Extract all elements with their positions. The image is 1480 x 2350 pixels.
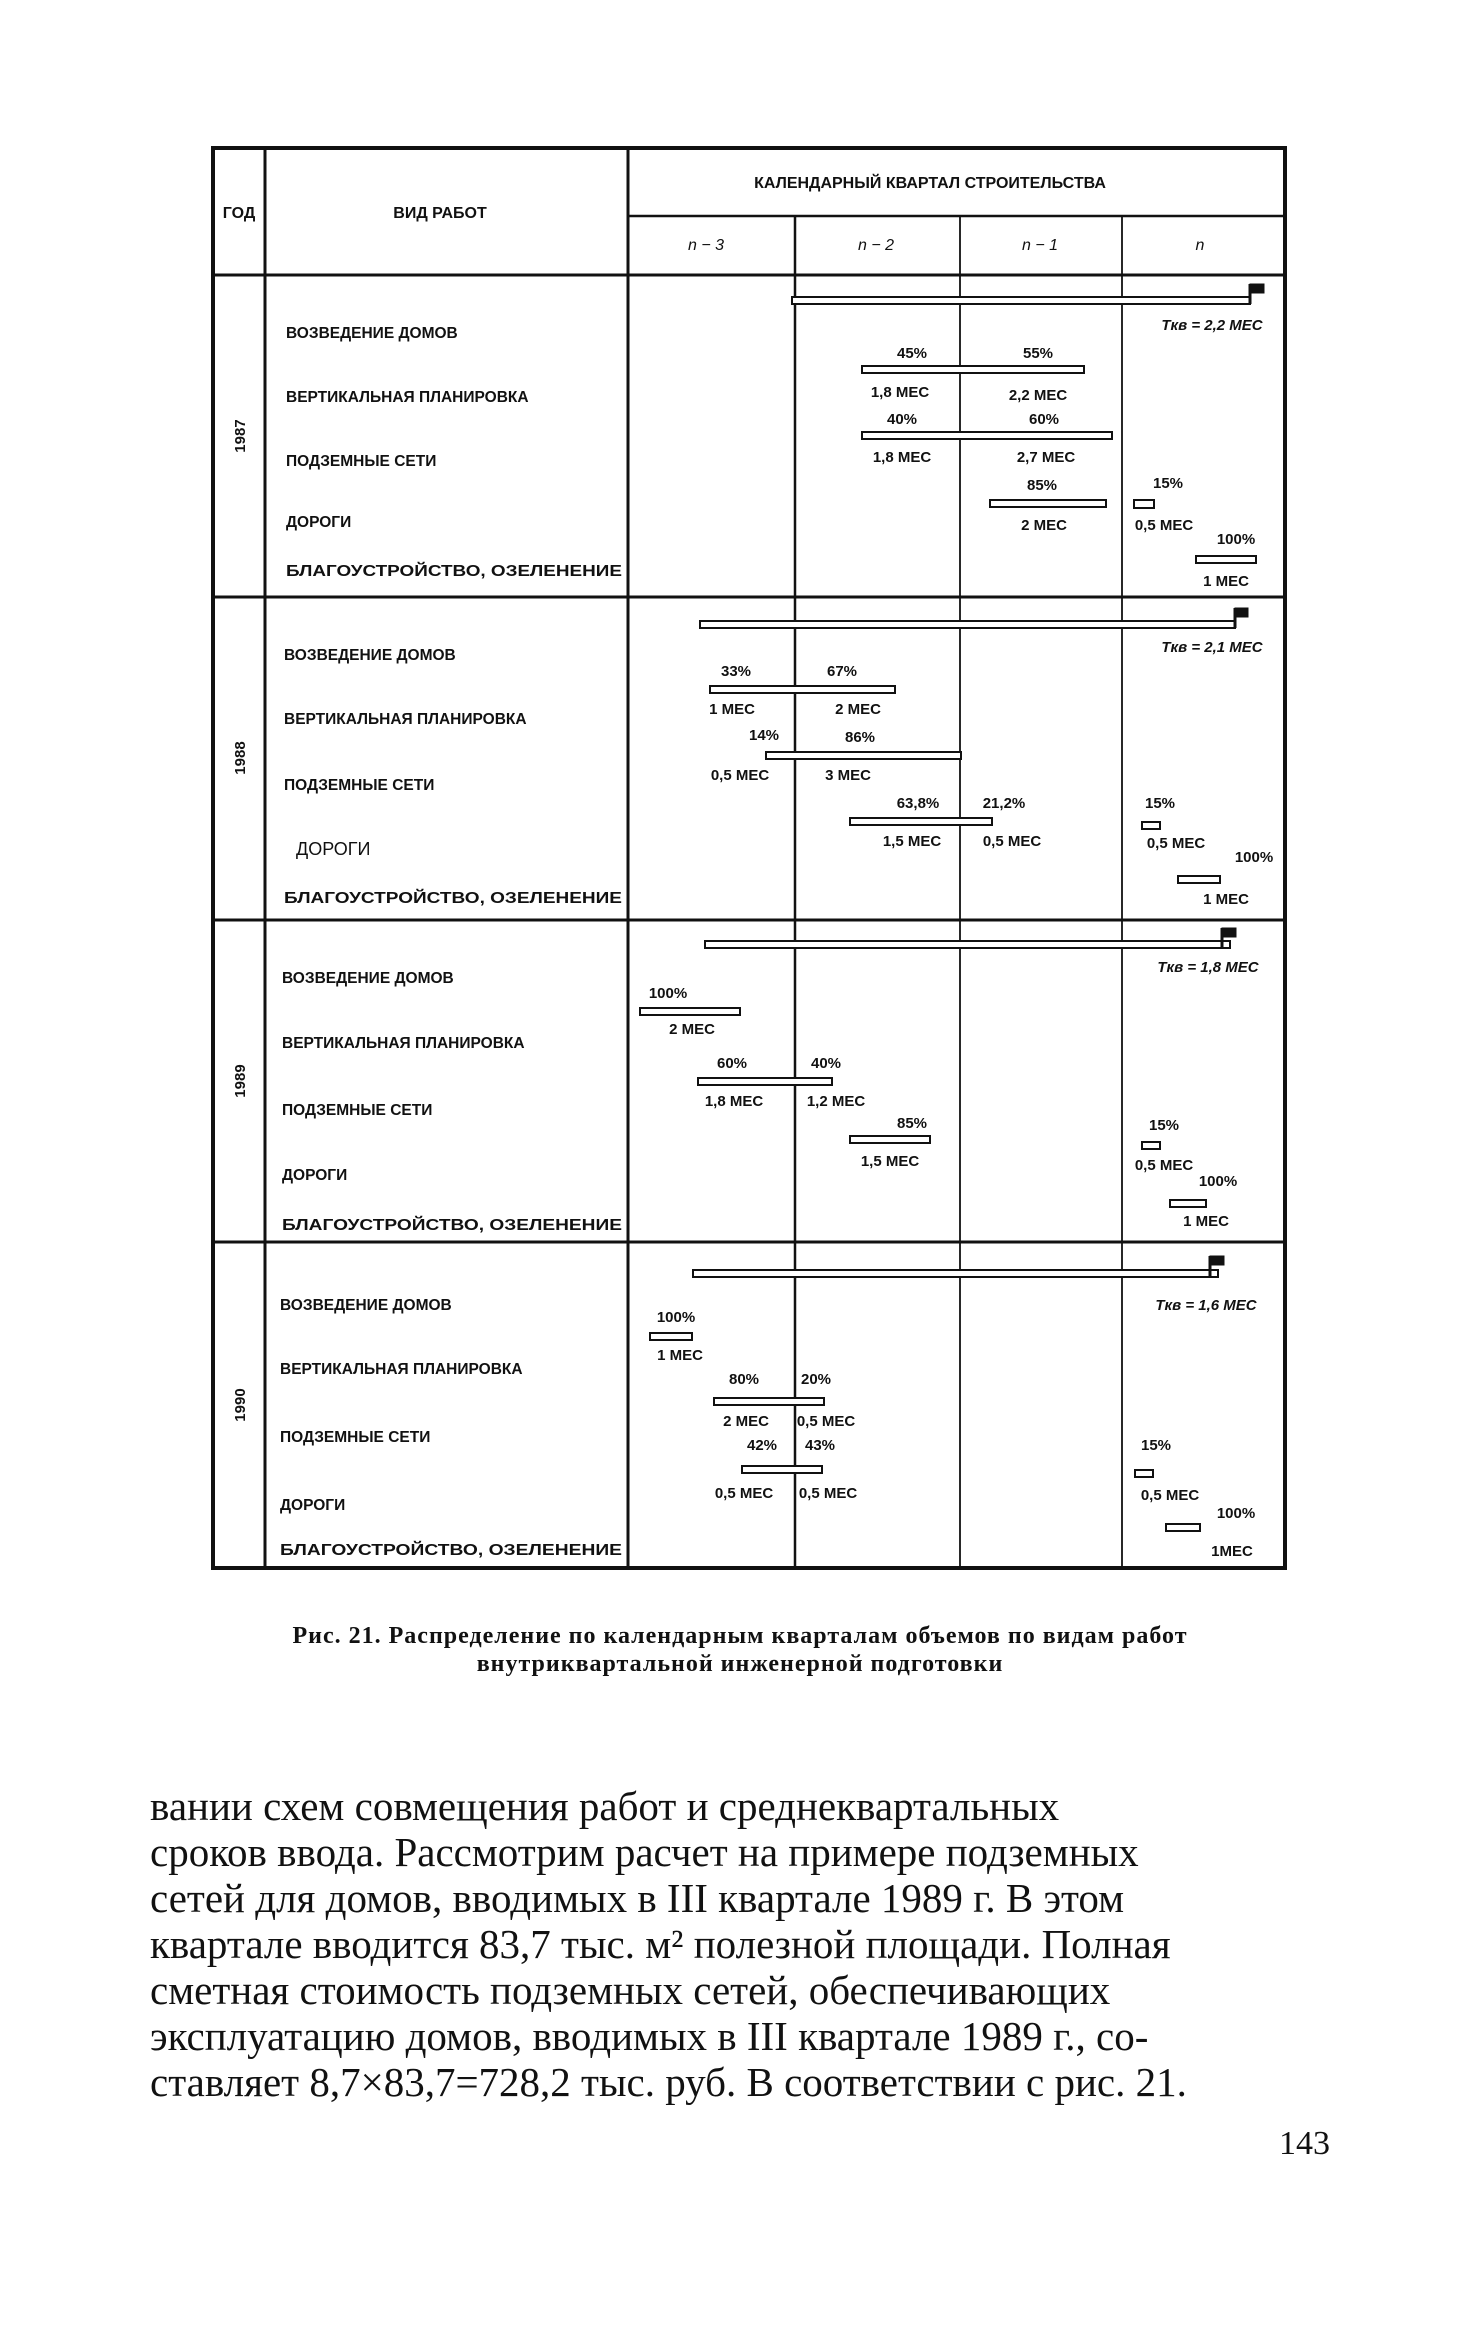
year-label: 1987 [232, 419, 249, 453]
text-line: ставляет 8,7×83,7=728,2 тыс. руб. В соответствии с рис. 21. [150, 2059, 1187, 2105]
work-label: ВЕРТИКАЛЬНАЯ ПЛАНИРОВКА [286, 389, 529, 406]
value-label: 2 МЕС [835, 701, 881, 718]
bar-underground-networks [862, 432, 1112, 439]
text-line: эксплуатацию домов, вводимых в III квартале 1989 г., со- [150, 2013, 1149, 2059]
header-calendar-quarter: КАЛЕНДАРНЫЙ КВАРТАЛ СТРОИТЕЛЬСТВА [754, 175, 1106, 192]
value-label: 0,5 МЕС [796, 1413, 856, 1430]
labels-1987 [871, 317, 1264, 590]
page-number: 143 [1279, 2125, 1330, 2162]
work-labels-1989 [282, 970, 622, 1234]
work-label: БЛАГОУСТРОЙСТВО, ОЗЕЛЕНЕНИЕ [282, 1217, 558, 1234]
value-label: 40% [886, 411, 918, 428]
header-year: ГОД [222, 205, 256, 222]
caption-line: Рис. 21. Распределение по календарным кварталам объемов по видам работ [292, 1623, 1188, 1649]
value-label: 15% [1144, 795, 1176, 812]
value-label: 1,2 МЕС [806, 1093, 866, 1110]
year-label: 1990 [232, 1388, 249, 1422]
value-label: 85% [896, 1115, 928, 1132]
bar-house-construction [700, 621, 1235, 628]
work-label: ВОЗВЕДЕНИЕ ДОМОВ [286, 325, 458, 342]
bar-underground-networks [698, 1078, 832, 1085]
text-line: сметная стоимость подземных сетей, обеспечивающих [150, 1967, 1111, 2013]
value-label: 42% [746, 1437, 778, 1454]
value-label: 15% [1140, 1437, 1172, 1454]
bar-vertical-planning [710, 686, 895, 693]
work-labels-1990 [280, 1297, 622, 1559]
bar-landscaping [1166, 1524, 1200, 1531]
work-label: ДОРОГИ [282, 1167, 348, 1184]
year-label: 1989 [232, 1064, 249, 1098]
work-labels-1987 [286, 325, 622, 580]
value-label: 2,7 МЕС [1016, 449, 1076, 466]
bar-underground-networks [714, 1398, 824, 1405]
bar-roads-n [1135, 1470, 1153, 1477]
bar-roads [742, 1466, 822, 1473]
work-label: БЛАГОУСТРОЙСТВО, ОЗЕЛЕНЕНИЕ [280, 1542, 556, 1559]
work-label: ПОДЗЕМНЫЕ СЕТИ [284, 777, 435, 794]
value-label: 33% [720, 663, 752, 680]
labels-1988 [709, 639, 1273, 908]
flag-icon [1210, 1256, 1224, 1265]
value-label: 1,5 МЕС [882, 833, 942, 850]
value-label: 14% [748, 727, 780, 744]
work-label: ДОРОГИ [296, 839, 371, 859]
value-label: 1 МЕС [709, 701, 755, 718]
value-label: 100% [1216, 531, 1256, 548]
value-label: 0,5 МЕС [1134, 1157, 1194, 1174]
value-label: 21,2% [982, 795, 1026, 812]
tkv-label: Tкв = 1,8 МЕС [1157, 959, 1259, 976]
value-label: 40% [810, 1055, 842, 1072]
bar-roads-n [1142, 822, 1160, 829]
bar-roads [990, 500, 1106, 507]
bar-vertical-planning [862, 366, 1084, 373]
value-label: 2 МЕС [1021, 517, 1067, 534]
header-quarter-n-1: n − 1 [1021, 237, 1059, 254]
value-label: 1МЕС [1211, 1543, 1253, 1560]
value-label: 1 МЕС [1183, 1213, 1229, 1230]
bar-underground-networks [766, 752, 961, 759]
value-label: 55% [1022, 345, 1054, 362]
bar-roads-n [1134, 500, 1154, 508]
value-label: 43% [804, 1437, 836, 1454]
work-label: ВЕРТИКАЛЬНАЯ ПЛАНИРОВКА [284, 711, 527, 728]
work-label: ВОЗВЕДЕНИЕ ДОМОВ [282, 970, 454, 987]
labels-1990 [657, 1297, 1258, 1560]
value-label: 100% [1216, 1505, 1256, 1522]
value-label: 3 МЕС [825, 767, 871, 784]
figure-caption [150, 1622, 1330, 1678]
value-label: 15% [1152, 475, 1184, 492]
bar-roads-n [1142, 1142, 1160, 1149]
bar-vertical-planning [650, 1333, 692, 1340]
work-label: ПОДЗЕМНЫЕ СЕТИ [286, 453, 437, 470]
value-label: 60% [1028, 411, 1060, 428]
work-label: ПОДЗЕМНЫЕ СЕТИ [282, 1102, 433, 1119]
value-label: 86% [844, 729, 876, 746]
value-label: 1,5 МЕС [860, 1153, 920, 1170]
value-label: 1 МЕС [657, 1347, 703, 1364]
header-quarter-n: n [1195, 237, 1205, 254]
value-label: 0,5 МЕС [1140, 1487, 1200, 1504]
text-line: сетей для домов, вводимых в III квартале 1989 г. В этом [150, 1875, 1125, 1921]
text-line: квартале вводится 83,7 тыс. м² полезной площади. Полная [150, 1921, 1171, 1967]
value-label: 15% [1148, 1117, 1180, 1134]
body-paragraph [150, 1783, 1330, 2105]
work-label: ВЕРТИКАЛЬНАЯ ПЛАНИРОВКА [280, 1361, 523, 1378]
value-label: 80% [728, 1371, 760, 1388]
bar-house-construction [693, 1270, 1218, 1277]
value-label: 0,5 МЕС [798, 1485, 858, 1502]
value-label: 100% [1234, 849, 1274, 866]
flag-icon [1235, 608, 1248, 617]
value-label: 1,8 МЕС [870, 384, 930, 401]
work-label: ВЕРТИКАЛЬНАЯ ПЛАНИРОВКА [282, 1035, 525, 1052]
bar-house-construction [705, 941, 1230, 948]
bar-landscaping [1178, 876, 1220, 883]
value-label: 63,8% [896, 795, 940, 812]
flag-icon [1222, 928, 1236, 937]
value-label: 1,8 МЕС [704, 1093, 764, 1110]
tkv-label: Tкв = 2,1 МЕС [1161, 639, 1263, 656]
labels-1989 [649, 959, 1260, 1230]
caption-line: внутриквартальной инженерной подготовки [476, 1651, 1004, 1677]
value-label: 85% [1026, 477, 1058, 494]
bar-vertical-planning [640, 1008, 740, 1015]
work-labels-1988 [284, 647, 622, 907]
value-label: 2 МЕС [669, 1021, 715, 1038]
value-label: 2 МЕС [723, 1413, 769, 1430]
value-label: 1,8 МЕС [872, 449, 932, 466]
year-label: 1988 [232, 741, 249, 775]
work-label: БЛАГОУСТРОЙСТВО, ОЗЕЛЕНЕНИЕ [284, 890, 560, 907]
value-label: 45% [896, 345, 928, 362]
value-label: 1 МЕС [1203, 891, 1249, 908]
value-label: 2,2 МЕС [1008, 387, 1068, 404]
bar-roads [850, 818, 992, 825]
text-line: вании схем совмещения работ и среднеквартальных [150, 1783, 1060, 1829]
work-label: ПОДЗЕМНЫЕ СЕТИ [280, 1429, 431, 1446]
work-label: БЛАГОУСТРОЙСТВО, ОЗЕЛЕНЕНИЕ [286, 563, 562, 580]
tkv-label: Tкв = 2,2 МЕС [1161, 317, 1263, 334]
value-label: 60% [716, 1055, 748, 1072]
value-label: 0,5 МЕС [982, 833, 1042, 850]
value-label: 0,5 МЕС [714, 1485, 774, 1502]
value-label: 0,5 МЕС [1134, 517, 1194, 534]
value-label: 1 МЕС [1203, 573, 1249, 590]
work-label: ВОЗВЕДЕНИЕ ДОМОВ [280, 1297, 452, 1314]
work-label: ВОЗВЕДЕНИЕ ДОМОВ [284, 647, 456, 664]
value-label: 67% [826, 663, 858, 680]
bar-roads [850, 1136, 930, 1143]
value-label: 20% [800, 1371, 832, 1388]
header-quarter-n-2: n − 2 [857, 237, 895, 254]
tkv-label: Tкв = 1,6 МЕС [1155, 1297, 1257, 1314]
flag-icon [1250, 284, 1264, 293]
bar-house-construction [792, 297, 1250, 304]
header-work-type: ВИД РАБОТ [393, 205, 487, 222]
value-label: 0,5 МЕС [710, 767, 770, 784]
work-label: ДОРОГИ [280, 1497, 346, 1514]
text-line: сроков ввода. Рассмотрим расчет на примере подземных [150, 1829, 1139, 1875]
value-label: 100% [1198, 1173, 1238, 1190]
bar-landscaping [1170, 1200, 1206, 1207]
work-label: ДОРОГИ [286, 514, 352, 531]
value-label: 100% [648, 985, 688, 1002]
table-grid [213, 148, 1285, 1568]
value-label: 100% [656, 1309, 696, 1326]
bar-landscaping [1196, 556, 1256, 563]
value-label: 0,5 МЕС [1146, 835, 1206, 852]
header-quarter-n-3: n − 3 [687, 237, 725, 254]
